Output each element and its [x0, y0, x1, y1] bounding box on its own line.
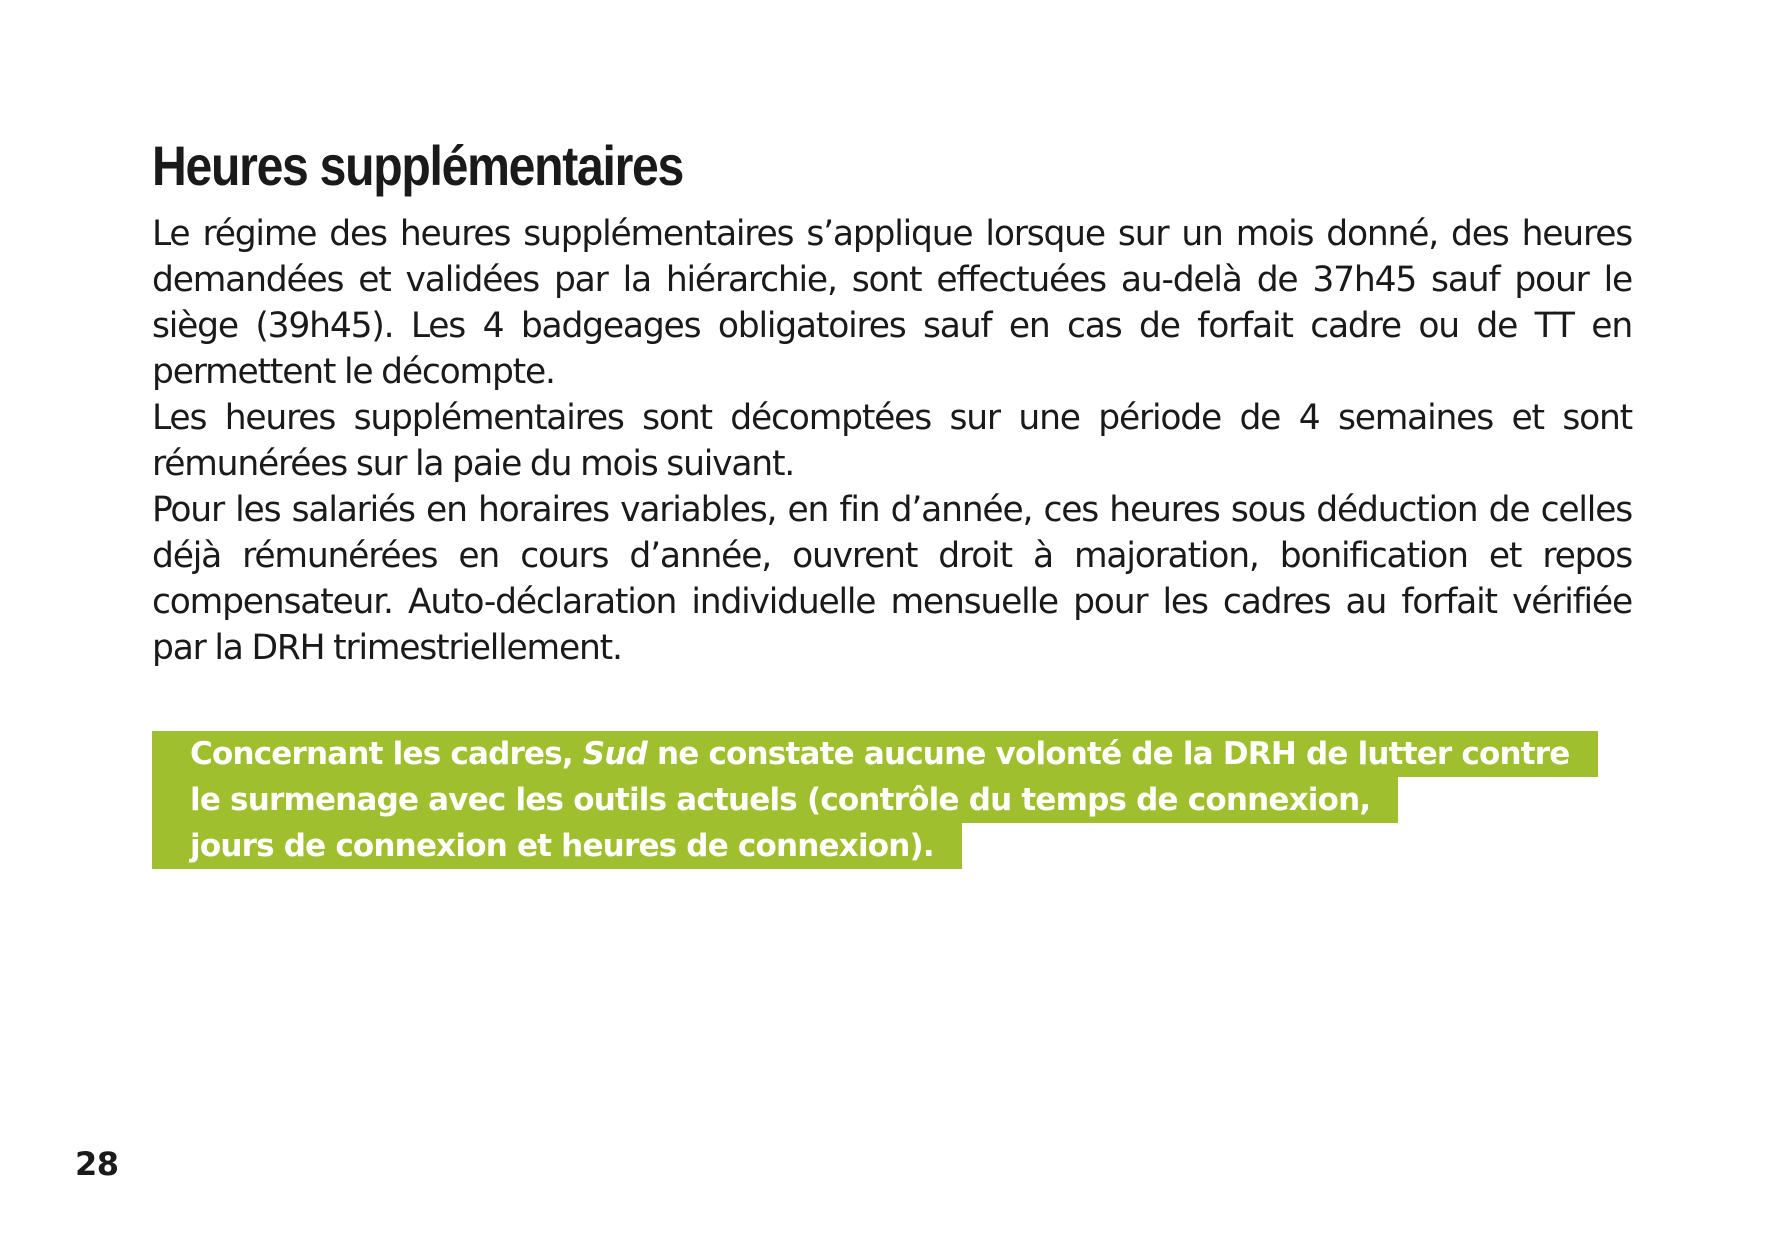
paragraph-overtime-count: Les heures supplémentaires sont décomptées sur une période de 4 semaines et sont rémunérées sur la paie du mois suivant. [152, 398, 1632, 484]
callout-line-3 [152, 823, 962, 869]
callout-text: jours de connexion et heures de connexion). [190, 828, 934, 864]
page-title: Heures supplémentaires [152, 134, 684, 197]
callout-line-2 [152, 777, 1398, 823]
sud-callout [152, 731, 1598, 869]
callout-line-1 [152, 731, 1598, 777]
callout-text: ne constate aucune volonté de la DRH de lutter contre [646, 736, 1570, 772]
paragraph-overtime-regime: Le régime des heures supplémentaires s’applique lorsque sur un mois donné, des heures demandées et validées par la hiérarchie, sont effectuées au-delà de 37h45 sauf pour le siège (39h45). Les 4 badgeages obligatoires sauf en cas de forfait cadre ou de TT en permettent le décompte. [152, 214, 1632, 392]
body-text [152, 211, 1632, 671]
callout-sud-emphasis: Sud [582, 736, 647, 772]
callout-text: Concernant les cadres, [190, 736, 583, 772]
paragraph-variable-hours: Pour les salariés en horaires variables, en fin d’année, ces heures sous déduction de celles déjà rémunérées en cours d’année, ouvrent droit à majoration, bonification et repos compensateur. Auto-déclaration individuelle mensuelle pour les cadres au forfait vérifiée par la DRH trimestriellement. [152, 490, 1632, 668]
page-number: 28 [75, 1145, 119, 1183]
callout-text: le surmenage avec les outils actuels (contrôle du temps de connexion, [190, 782, 1371, 818]
